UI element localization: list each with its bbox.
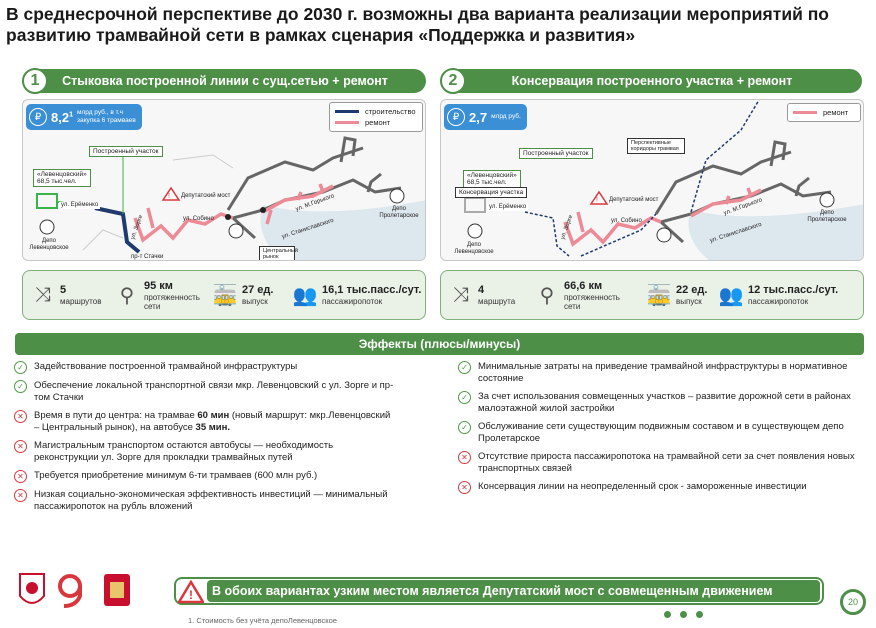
built-section-label: Построенный участок xyxy=(519,148,593,159)
bottom-note-banner xyxy=(174,577,824,605)
variant-2-number: 2 xyxy=(440,68,466,94)
effects-right-list xyxy=(458,361,863,500)
warning-icon xyxy=(176,578,206,606)
ruble-icon: ₽ xyxy=(29,108,47,126)
legend-item-repair: ремонт xyxy=(793,107,855,118)
prospect-stachki-label: пр-т Стачки xyxy=(131,254,164,260)
variant-2-map xyxy=(440,99,864,261)
people-icon: 👥 xyxy=(292,284,318,307)
effect-item: ✕ Магистральным транспортом остаются автобусы — необходимость реконструкции ул. Зорге для прокладки трамвайных путей xyxy=(14,440,394,464)
cross-icon: ✕ xyxy=(14,489,27,502)
variant-2-cost-badge xyxy=(444,104,527,130)
cross-icon: ✕ xyxy=(14,410,27,423)
variant-2-cost-value: 2,7 xyxy=(469,109,488,125)
nine-logo-icon xyxy=(60,576,80,606)
tram-icon: 🚋 xyxy=(212,284,238,307)
stat-length: ⚲ 95 км протяженность сети xyxy=(115,271,206,319)
effect-item: ✓ Обеспечение локальной транспортной связи мкр. Левенцовский с ул. Зорге и пр-том Стачки xyxy=(14,380,394,404)
effect-item: ✕ Отсутствие прироста пассажиропотока на трамвайной сети за счет появления новых транспортных связей xyxy=(458,451,863,475)
effect-item: ✕ Низкая социально-экономическая эффективность инвестиций — минимальный пассажиропоток на рубль вложений xyxy=(14,489,394,513)
moscow-coat-of-arms-icon xyxy=(20,574,44,603)
street-sobino-label: ул. Собино xyxy=(183,216,214,222)
effect-item: ✓ Минимальные затраты на приведение трамвайной инфраструктуры в нормативное состояние xyxy=(458,361,863,385)
street-sobino-label: ул. Собино xyxy=(611,218,642,224)
street-zorge-label: ул. Зорге xyxy=(130,214,145,241)
variant-1-cost-footnote-mark: 1 xyxy=(69,111,73,119)
svg-text:!: ! xyxy=(189,588,193,602)
footnote: 1. Стоимость без учёта депоЛевенцовское xyxy=(188,616,337,625)
effect-item: ✕ Время в пути до центра: на трамвае 60 мин (новый маршрут: мкр.Левенцовский – Центральный рынок), на автобусе 35 мин. xyxy=(14,410,394,434)
effect-item: ✓ Обслуживание сети существующим подвижным составом и в существующем депо Пролетарское xyxy=(458,421,863,445)
stat-passengers: 👥 16,1 тыс.пасс./сут. пассажиропоток xyxy=(292,284,422,307)
district-label: «Левенцовский» 68,5 тыс.чел. xyxy=(33,169,91,187)
stat-routes: ⤨ 4 маршрута xyxy=(449,271,515,319)
variant-1-header xyxy=(24,69,426,93)
stat-fleet: 🚋 27 ед. выпуск xyxy=(212,284,274,307)
street-eremenko-label: ул. Ерёменко xyxy=(61,202,99,208)
variant-1-header-text: Стыковка построенной линии с сущ.сетью + ремонт xyxy=(62,74,388,88)
svg-text:!: ! xyxy=(596,197,598,204)
effect-item: ✕ Консервация линии на неопределенный срок - замороженные инвестиции xyxy=(458,481,863,494)
ruble-icon: ₽ xyxy=(447,108,465,126)
people-icon: 👥 xyxy=(718,284,744,307)
variant-1-legend xyxy=(329,102,423,132)
effect-item: ✓ Задействование построенной трамвайной инфраструктуры xyxy=(14,361,394,374)
effects-left-list xyxy=(14,361,394,519)
stat-passengers: 👥 12 тыс.пасс./сут. пассажиропоток xyxy=(718,284,839,307)
decor-dot xyxy=(680,611,687,618)
decor-dot xyxy=(696,611,703,618)
depot-levencovskoe-label: Депо Левенцовское xyxy=(29,238,69,251)
legend-item-construction: строительство xyxy=(335,106,417,117)
depot-levencovskoe-label: Депо Левенцовское xyxy=(454,242,494,255)
variant-2-legend xyxy=(787,103,861,122)
street-zorge-label: ул. Зорге xyxy=(560,214,575,241)
variant-1-cost-value: 8,2 xyxy=(51,109,70,125)
street-stanislavsky-label: ул. Станиславского xyxy=(709,221,763,245)
deputy-bridge-label: Депутатский мост xyxy=(609,197,659,203)
legend-item-repair: ремонт xyxy=(335,117,417,128)
deputy-bridge-label: Депутатский мост xyxy=(181,193,231,199)
built-section-label: Построенный участок xyxy=(89,146,163,157)
variant-1-stats xyxy=(22,270,426,320)
tram-icon: 🚋 xyxy=(646,284,672,307)
central-market-label: Центральный рынок xyxy=(259,246,295,261)
decor-dot xyxy=(664,611,671,618)
variant-1-number: 1 xyxy=(22,68,48,94)
depot-proletarskoe-label: Депо Пролетарское xyxy=(807,210,847,223)
variant-2-stats xyxy=(440,270,864,320)
check-icon: ✓ xyxy=(458,391,471,404)
route-icon: ⤨ xyxy=(35,283,51,306)
page-title: В среднесрочной перспективе до 2030 г. возможны два варианта реализации мероприятий по развитию трамвайной сети в рамках сценария «Поддержка и развития» xyxy=(6,4,829,45)
stat-length: ⚲ 66,6 км протяженность сети xyxy=(535,271,626,319)
variant-1-cost-badge xyxy=(26,104,142,130)
variant-1-map xyxy=(22,99,426,261)
check-icon: ✓ xyxy=(14,361,27,374)
check-icon: ✓ xyxy=(14,380,27,393)
street-gorky-label: ул. М.Горького xyxy=(295,193,336,213)
cross-icon: ✕ xyxy=(458,481,471,494)
street-stanislavsky-label: ул. Станиславского xyxy=(281,217,335,241)
street-eremenko-label: ул. Ерёменко xyxy=(489,204,527,210)
svg-text:!: ! xyxy=(168,193,170,200)
rostov-coat-of-arms-icon xyxy=(104,574,130,606)
cross-icon: ✕ xyxy=(14,440,27,453)
stat-routes: ⤨ 5 маршрутов xyxy=(31,271,101,319)
bottom-note-text: В обоих вариантах узким местом является Депутатский мост с совмещенным движением xyxy=(207,580,820,602)
logos xyxy=(16,570,136,612)
distance-icon: ⚲ xyxy=(119,284,135,307)
variant-2-header xyxy=(442,69,862,93)
cross-icon: ✕ xyxy=(14,470,27,483)
cross-icon: ✕ xyxy=(458,451,471,464)
variant-2-cost-unit: млрд руб. xyxy=(491,113,521,120)
check-icon: ✓ xyxy=(458,421,471,434)
page-number: 20 xyxy=(840,589,866,615)
effect-item: ✕ Требуется приобретение минимум 6-ти трамваев (600 млн руб.) xyxy=(14,470,394,483)
variant-1-cost-note: закупка 6 трамваев xyxy=(76,117,136,124)
district-label: «Левенцовский» 68,5 тыс.чел. xyxy=(463,170,521,188)
future-corridors-label: Перспективные коридоры трамвая xyxy=(627,138,685,154)
stat-fleet: 🚋 22 ед. выпуск xyxy=(646,284,708,307)
depot-proletarskoe-label: Депо Пролетарское xyxy=(379,206,419,219)
distance-icon: ⚲ xyxy=(539,284,555,307)
check-icon: ✓ xyxy=(458,361,471,374)
variant-2-header-text: Консервация построенного участка + ремонт xyxy=(511,74,793,88)
effects-header: Эффекты (плюсы/минусы) xyxy=(15,333,864,355)
route-icon: ⤨ xyxy=(453,283,469,306)
conservation-label: Консервация участка xyxy=(455,187,527,198)
street-gorky-label: ул. М.Горького xyxy=(723,197,764,217)
variant-1-cost-unit: млрд руб., в т.ч xyxy=(76,109,124,116)
effect-item: ✓ За счет использования совмещенных участков – развитие дорожной сети в районах малоэтажной жилой застройки xyxy=(458,391,863,415)
